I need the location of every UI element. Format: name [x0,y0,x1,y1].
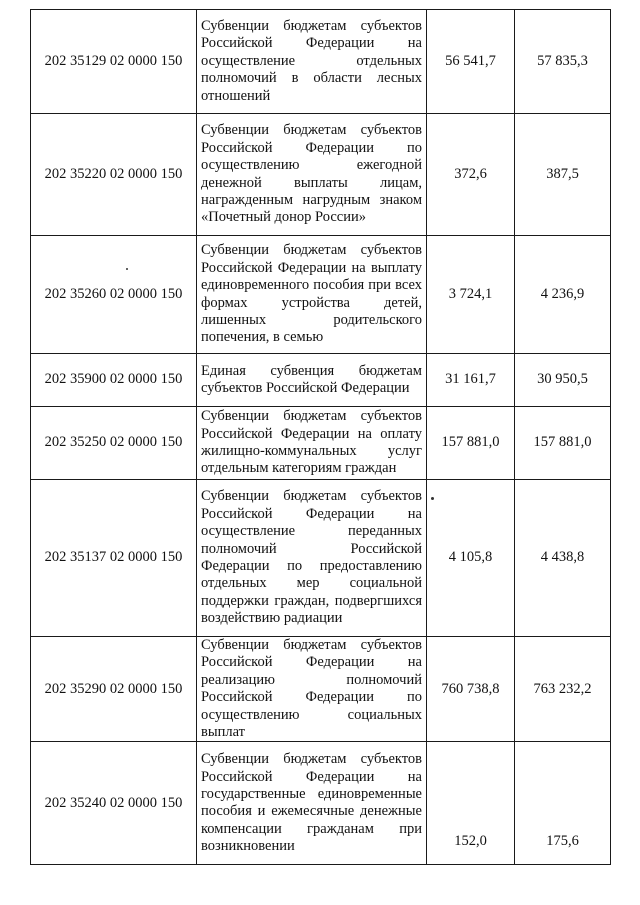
value-1-cell: 4 105,8 [427,480,515,637]
budget-code-cell: 202 35250 02 0000 150 [31,407,197,480]
budget-code-cell: 202 35260 02 0000 150 [31,236,197,354]
description-cell: Субвенции бюджетам субъектов Российской Федерации на оплату жилищно-коммунальных услуг отдельным категориям граждан [197,407,427,480]
subventions-table [30,9,611,865]
value-2-cell: 57 835,3 [515,10,611,114]
table-row [31,407,611,480]
value-1-cell: 31 161,7 [427,354,515,407]
description-cell: Субвенции бюджетам субъектов Российской Федерации по осуществлению ежегодной денежной выплаты лицам, награжденным нагрудным знаком «Почетный донор России» [197,114,427,236]
value-2-cell: 157 881,0 [515,407,611,480]
table-row [31,637,611,742]
table-row [31,742,611,865]
value-1-cell: 372,6 [427,114,515,236]
table-row [31,114,611,236]
description-cell: Единая субвенция бюджетам субъектов Российской Федерации [197,354,427,407]
value-2-cell: 763 232,2 [515,637,611,742]
table-row [31,480,611,637]
value-2-cell: 30 950,5 [515,354,611,407]
table-row [31,236,611,354]
value-1-cell: 152,0 [427,742,515,865]
budget-code-cell: 202 35240 02 0000 150 [31,742,197,865]
description-cell: Субвенции бюджетам субъектов Российской Федерации на осуществление переданных полномочий Российской Федерации по предоставлению отдельных мер социальной поддержки граждан, подвергшихся воздействию радиации [197,480,427,637]
description-cell: Субвенции бюджетам субъектов Российской Федерации на осуществление отдельных полномочий в области лесных отношений [197,10,427,114]
description-cell: Субвенции бюджетам субъектов Российской Федерации на государственные единовременные пособия и ежемесячные денежные компенсации гражданам при возникновении [197,742,427,865]
budget-code-cell: 202 35900 02 0000 150 [31,354,197,407]
value-2-cell: 387,5 [515,114,611,236]
budget-code-cell: 202 35290 02 0000 150 [31,637,197,742]
value-2-cell: 175,6 [515,742,611,865]
value-2-cell: 4 236,9 [515,236,611,354]
value-1-cell: 56 541,7 [427,10,515,114]
value-2-cell: 4 438,8 [515,480,611,637]
table-row [31,10,611,114]
scan-speck [431,497,434,500]
description-cell: Субвенции бюджетам субъектов Российской Федерации на выплату единовременного пособия при всех формах устройства детей, лишенных родительского попечения, в семью [197,236,427,354]
budget-code-cell: 202 35220 02 0000 150 [31,114,197,236]
value-1-cell: 3 724,1 [427,236,515,354]
value-1-cell: 157 881,0 [427,407,515,480]
budget-code-cell: 202 35137 02 0000 150 [31,480,197,637]
scan-speck [126,268,128,270]
budget-code-cell: 202 35129 02 0000 150 [31,10,197,114]
table-row [31,354,611,407]
description-cell: Субвенции бюджетам субъектов Российской Федерации на реализацию полномочий Российской Федерации по осуществлению социальных выплат [197,637,427,742]
value-1-cell: 760 738,8 [427,637,515,742]
